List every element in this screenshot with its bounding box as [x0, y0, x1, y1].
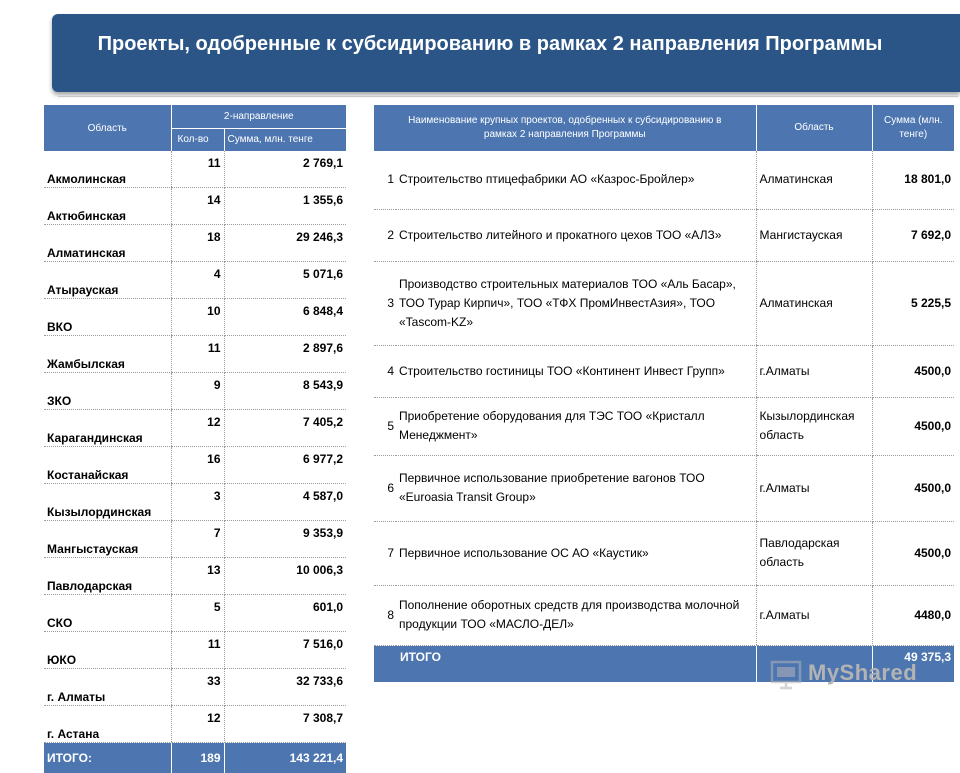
project-row	[374, 455, 954, 521]
header-project-region: Область	[756, 105, 872, 151]
header-count: Кол-во	[171, 128, 224, 151]
project-sum: 4500,0	[872, 397, 954, 455]
project-row	[374, 151, 954, 209]
region-name: Атырауская	[44, 262, 171, 299]
region-row	[44, 188, 346, 225]
region-count: 5	[171, 595, 224, 632]
project-row	[374, 261, 954, 345]
region-count: 11	[171, 632, 224, 669]
region-sum: 5 071,6	[224, 262, 346, 299]
region-name: г. Астана	[44, 706, 171, 743]
region-sum: 9 353,9	[224, 521, 346, 558]
region-row	[44, 410, 346, 447]
project-row	[374, 345, 954, 397]
region-sum: 6 848,4	[224, 299, 346, 336]
region-sum: 4 587,0	[224, 484, 346, 521]
region-name: г. Алматы	[44, 669, 171, 706]
region-row	[44, 484, 346, 521]
region-sum: 1 355,6	[224, 188, 346, 225]
total-count: 189	[171, 743, 224, 773]
region-sum: 7 308,7	[224, 706, 346, 743]
project-number: 5	[374, 397, 396, 455]
region-count: 11	[171, 151, 224, 188]
project-region: г.Алматы	[756, 455, 872, 521]
project-number: 4	[374, 345, 396, 397]
region-name: Мангыстауская	[44, 521, 171, 558]
total-label: ИТОГО:	[44, 743, 171, 773]
divider	[58, 96, 958, 97]
total-row	[44, 743, 346, 773]
project-row	[374, 397, 954, 455]
project-sum: 4500,0	[872, 455, 954, 521]
project-name: Строительство птицефабрики АО «Казрос-Бройлер»	[396, 151, 756, 209]
region-row	[44, 669, 346, 706]
projects-table	[374, 105, 954, 682]
region-row	[44, 706, 346, 743]
region-name: Алматинская	[44, 225, 171, 262]
project-row	[374, 209, 954, 261]
region-name: Карагандинская	[44, 410, 171, 447]
region-name: Костанайская	[44, 447, 171, 484]
region-row	[44, 595, 346, 632]
region-count: 14	[171, 188, 224, 225]
project-sum: 4500,0	[872, 345, 954, 397]
watermark-text: MyShared	[808, 660, 917, 686]
region-count: 4	[171, 262, 224, 299]
project-region: Мангистауская	[756, 209, 872, 261]
region-count: 3	[171, 484, 224, 521]
region-name: ВКО	[44, 299, 171, 336]
region-row	[44, 558, 346, 595]
region-name: Павлодарская	[44, 558, 171, 595]
region-sum: 8 543,9	[224, 373, 346, 410]
region-row	[44, 373, 346, 410]
project-number: 1	[374, 151, 396, 209]
region-sum: 2 897,6	[224, 336, 346, 373]
page-title: Проекты, одобренные к субсидированию в рамках 2 направления Программы	[60, 30, 920, 58]
project-name: Пополнение оборотных средств для производства молочной продукции ТОО «МАСЛО-ДЕЛ»	[396, 585, 756, 645]
region-name: Актюбинская	[44, 188, 171, 225]
region-row	[44, 447, 346, 484]
projects-total-label: ИТОГО	[396, 645, 756, 682]
project-region: г.Алматы	[756, 585, 872, 645]
region-sum: 29 246,3	[224, 225, 346, 262]
region-name: Кызылординская	[44, 484, 171, 521]
region-sum: 7 405,2	[224, 410, 346, 447]
region-count: 9	[171, 373, 224, 410]
region-count: 13	[171, 558, 224, 595]
project-name: Первичное использование ОС АО «Каустик»	[396, 521, 756, 585]
project-name: Строительство литейного и прокатного цехов ТОО «АЛЗ»	[396, 209, 756, 261]
region-name: Жамбылская	[44, 336, 171, 373]
project-name: Производство строительных материалов ТОО «Аль Басар», ТОО Турар Кирпич», ТОО «ТФХ ПромИнвестАзия», ТОО «Tascom-KZ»	[396, 261, 756, 345]
region-name: ЮКО	[44, 632, 171, 669]
project-sum: 4500,0	[872, 521, 954, 585]
project-number: 3	[374, 261, 396, 345]
region-count: 16	[171, 447, 224, 484]
region-sum: 2 769,1	[224, 151, 346, 188]
region-sum: 32 733,6	[224, 669, 346, 706]
region-sum: 7 516,0	[224, 632, 346, 669]
region-row	[44, 151, 346, 188]
region-count: 11	[171, 336, 224, 373]
project-region: Кызылординская область	[756, 397, 872, 455]
region-name: СКО	[44, 595, 171, 632]
region-name: Акмолинская	[44, 151, 171, 188]
region-row	[44, 632, 346, 669]
project-number: 7	[374, 521, 396, 585]
project-row	[374, 585, 954, 645]
region-count: 7	[171, 521, 224, 558]
project-number: 8	[374, 585, 396, 645]
project-sum: 4480,0	[872, 585, 954, 645]
project-name: Строительство гостиницы ТОО «Континент Инвест Групп»	[396, 345, 756, 397]
project-sum: 7 692,0	[872, 209, 954, 261]
project-region: г.Алматы	[756, 345, 872, 397]
region-count: 12	[171, 410, 224, 447]
region-row	[44, 336, 346, 373]
region-row	[44, 262, 346, 299]
project-name: Первичное использование приобретение вагонов ТОО «Euroasia Transit Group»	[396, 455, 756, 521]
region-count: 18	[171, 225, 224, 262]
header-project-name: Наименование крупных проектов, одобренных к субсидированию в рамках 2 направления Программы	[374, 105, 756, 151]
project-region: Павлодарская область	[756, 521, 872, 585]
project-sum: 5 225,5	[872, 261, 954, 345]
region-row	[44, 299, 346, 336]
region-count: 12	[171, 706, 224, 743]
project-number: 6	[374, 455, 396, 521]
header-direction: 2-направление	[171, 105, 346, 128]
region-row	[44, 225, 346, 262]
project-number: 2	[374, 209, 396, 261]
region-sum: 6 977,2	[224, 447, 346, 484]
region-sum: 601,0	[224, 595, 346, 632]
region-sum: 10 006,3	[224, 558, 346, 595]
project-row	[374, 521, 954, 585]
header-project-sum: Сумма (млн. тенге)	[872, 105, 954, 151]
header-sum: Сумма, млн. тенге	[224, 128, 346, 151]
project-name: Приобретение оборудования для ТЭС ТОО «Кристалл Менеджмент»	[396, 397, 756, 455]
region-name: ЗКО	[44, 373, 171, 410]
region-count: 33	[171, 669, 224, 706]
project-region: Алматинская	[756, 261, 872, 345]
region-count: 10	[171, 299, 224, 336]
region-row	[44, 521, 346, 558]
total-sum: 143 221,4	[224, 743, 346, 773]
header-region: Область	[44, 105, 171, 151]
regions-table	[44, 105, 346, 773]
project-sum: 18 801,0	[872, 151, 954, 209]
project-region: Алматинская	[756, 151, 872, 209]
projects-total-sum: 49 375,3	[872, 645, 954, 682]
